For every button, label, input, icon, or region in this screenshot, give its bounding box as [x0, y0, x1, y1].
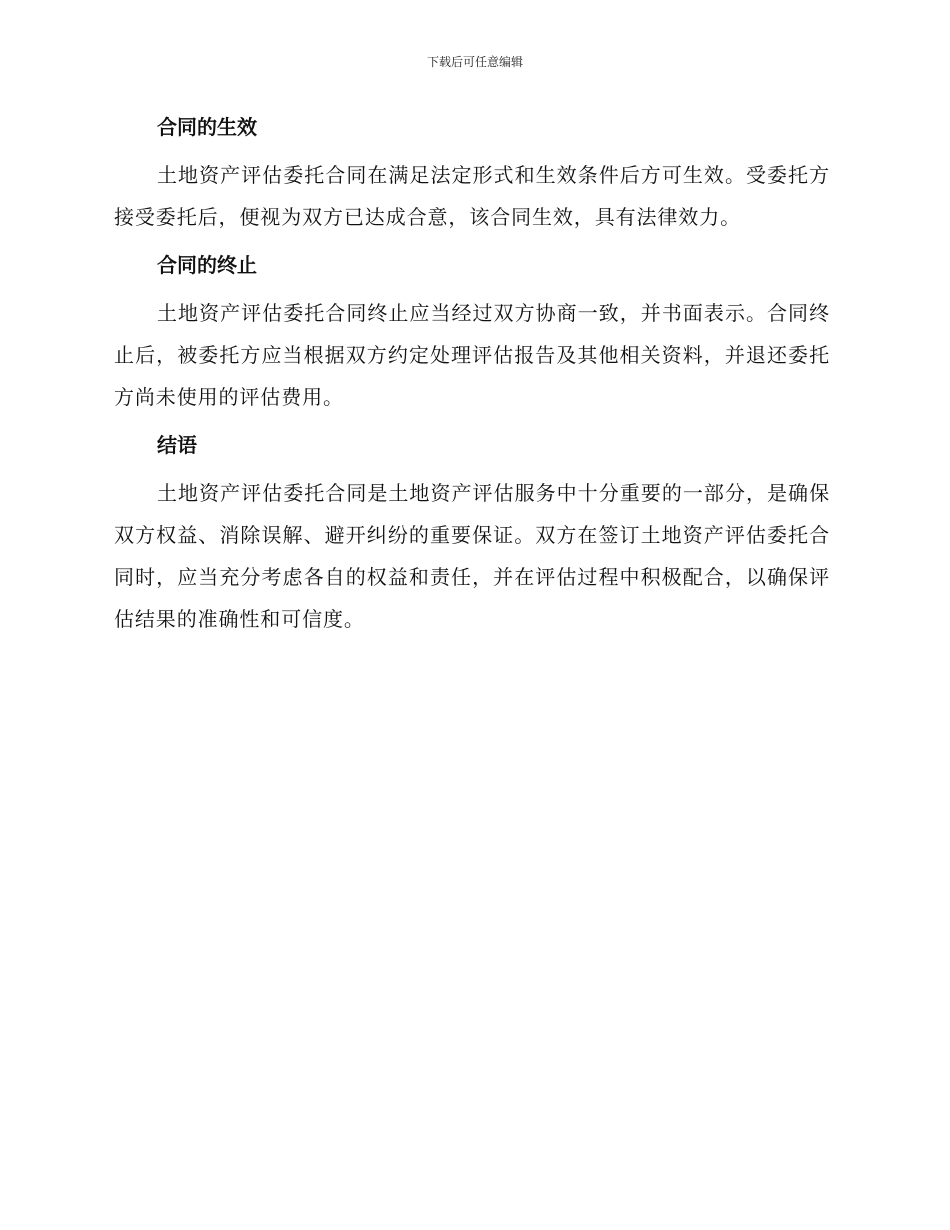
- section-contract-termination: [114, 248, 830, 418]
- section-heading: 合同的生效: [157, 115, 257, 139]
- section-heading: 合同的终止: [157, 253, 257, 277]
- section-paragraph: 土地资产评估委托合同在满足法定形式和生效条件后方可生效。受委托方接受委托后，便视为双方已达成合意，该合同生效，具有法律效力。: [114, 163, 830, 229]
- section-heading: 结语: [157, 433, 197, 457]
- section-paragraph: 土地资产评估委托合同终止应当经过双方协商一致，并书面表示。合同终止后，被委托方应当根据双方约定处理评估报告及其他相关资料，并退还委托方尚未使用的评估费用。: [114, 301, 830, 409]
- section-conclusion: [114, 428, 830, 640]
- document-body: [114, 110, 830, 650]
- page-header: 下载后可任意编辑: [426, 55, 523, 69]
- section-contract-effect: [114, 110, 830, 238]
- section-paragraph: 土地资产评估委托合同是土地资产评估服务中十分重要的一部分，是确保双方权益、消除误解、避开纠纷的重要保证。双方在签订土地资产评估委托合同时，应当充分考虑各自的权益和责任，并在评估过程中积极配合，以确保评估结果的准确性和可信度。: [114, 481, 830, 631]
